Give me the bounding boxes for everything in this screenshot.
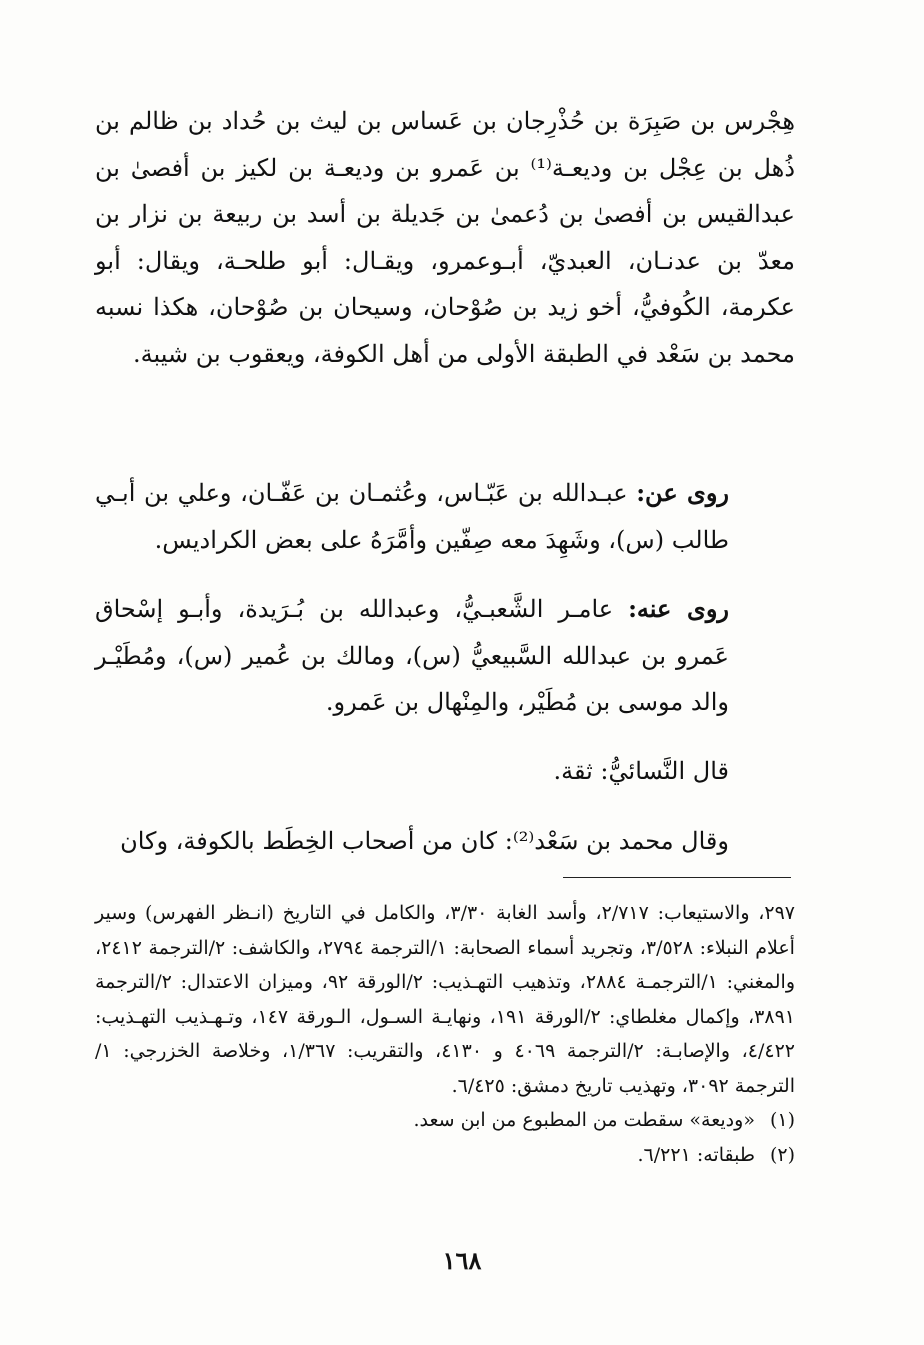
- footnote-2: [95, 1138, 795, 1173]
- footnote-1-text: «وديعة» سقطت من المطبوع من ابن سعد.: [413, 1109, 755, 1131]
- footnotes: [95, 896, 795, 1172]
- narrated-by-label: روى عنه:: [628, 594, 729, 623]
- narrated-from-paragraph: [95, 470, 795, 586]
- footnote-1-marker: (١): [769, 1109, 795, 1131]
- page-number: ١٦٨: [442, 1246, 482, 1275]
- nasai-verdict-paragraph: قال النَّسائيُّ: ثقة.: [553, 757, 729, 785]
- footnote-2-text: طبقاته: ٦/٢٢١.: [637, 1143, 755, 1166]
- main-text: [95, 98, 795, 865]
- narrated-by-text: عامـر الشَّعبـيُّ، وعبدالله بن بُـرَيدة، وأبـو إسْحاق عَمرو بن عبدالله السَّبيعيُّ (س)، ومالك بن عُمير (س)، ومُطَيْـر والد موسى بن مُطَيْر، والمِنْهال بن عَمرو.: [95, 595, 729, 716]
- footnote-sources: ٢٩٧، والاستيعاب: ٢/٧١٧، وأسد الغابة ٣/٣٠، والكامل في التاريخ (انـظر الفهرس) وسير أعلام النبلاء: ٣/٥٢٨، وتجريد أسماء الصحابة: ١/الترجمة ٢٧٩٤، والكاشف: ٢/الترجمة ٢٤١٢، والمغني: ١/الترجمـة ٢٨٨٤، وتذهيب التهـذيب: ٢/الورقة ٩٢، وميزان الاعتدال: ٢/الترجمة ٣٨٩١، وإكمال مغلطاي: ٢/الورقة ١٩١، ونهايـة السـول، الـورقة ١٤٧، وتـهـذيب التهـذيب: ٤/٤٢٢، والإصابـة: ٢/الترجمة ٤٠٦٩ و ٤١٣٠، والتقريب: ١/٣٦٧، وخلاصة الخزرجي: ١/الترجمة ٣٠٩٢، وتهذيب تاريخ دمشق: ٦/٤٢٥.: [95, 902, 795, 1097]
- footnote-2-marker: (٢): [769, 1143, 795, 1166]
- narrated-by-paragraph: [95, 586, 795, 748]
- footnote-divider: [563, 877, 791, 878]
- narrated-from-label: روى عن:: [636, 478, 729, 507]
- ibn-sad-paragraph: وقال محمد بن سَعْد⁽²⁾: كان من أصحاب الخِطَط بالكوفة، وكان: [120, 827, 729, 855]
- narrated-from-text: عبـدالله بن عَبّـاس، وعُثمـان بن عَفّـان، وعلي بن أبـي طالب (س)، وشَهِدَ معه صِفّين وأمَّرَهُ على بعض الكراديس.: [95, 479, 729, 554]
- biography-lineage-paragraph: هِجْرس بن صَبِرَة بن حُذْرِجان بن عَساس بن ليث بن حُداد بن ظالم بن ذُهل بن عِجْل بن وديعـة⁽¹⁾ بن عَمرو بن وديعـة بن لكيز بن أفصىٰ بن عبدالقيس بن أفصىٰ بن دُعمىٰ بن جَديلة بن أسد بن ربيعة بن نزار بن معدّ بن عدنـان، العبديّ، أبـوعمرو، ويقـال: أبو طلحـة، ويقال: أبو عكرمة، الكُوفيُّ، أخو زيد بن صُوْحان، وسيحان بن صُوْحان، هكذا نسبه محمد بن سَعْد في الطبقة الأولى من أهل الكوفة، ويعقوب بن شيبة.: [95, 107, 796, 368]
- footnote-1: [95, 1103, 795, 1138]
